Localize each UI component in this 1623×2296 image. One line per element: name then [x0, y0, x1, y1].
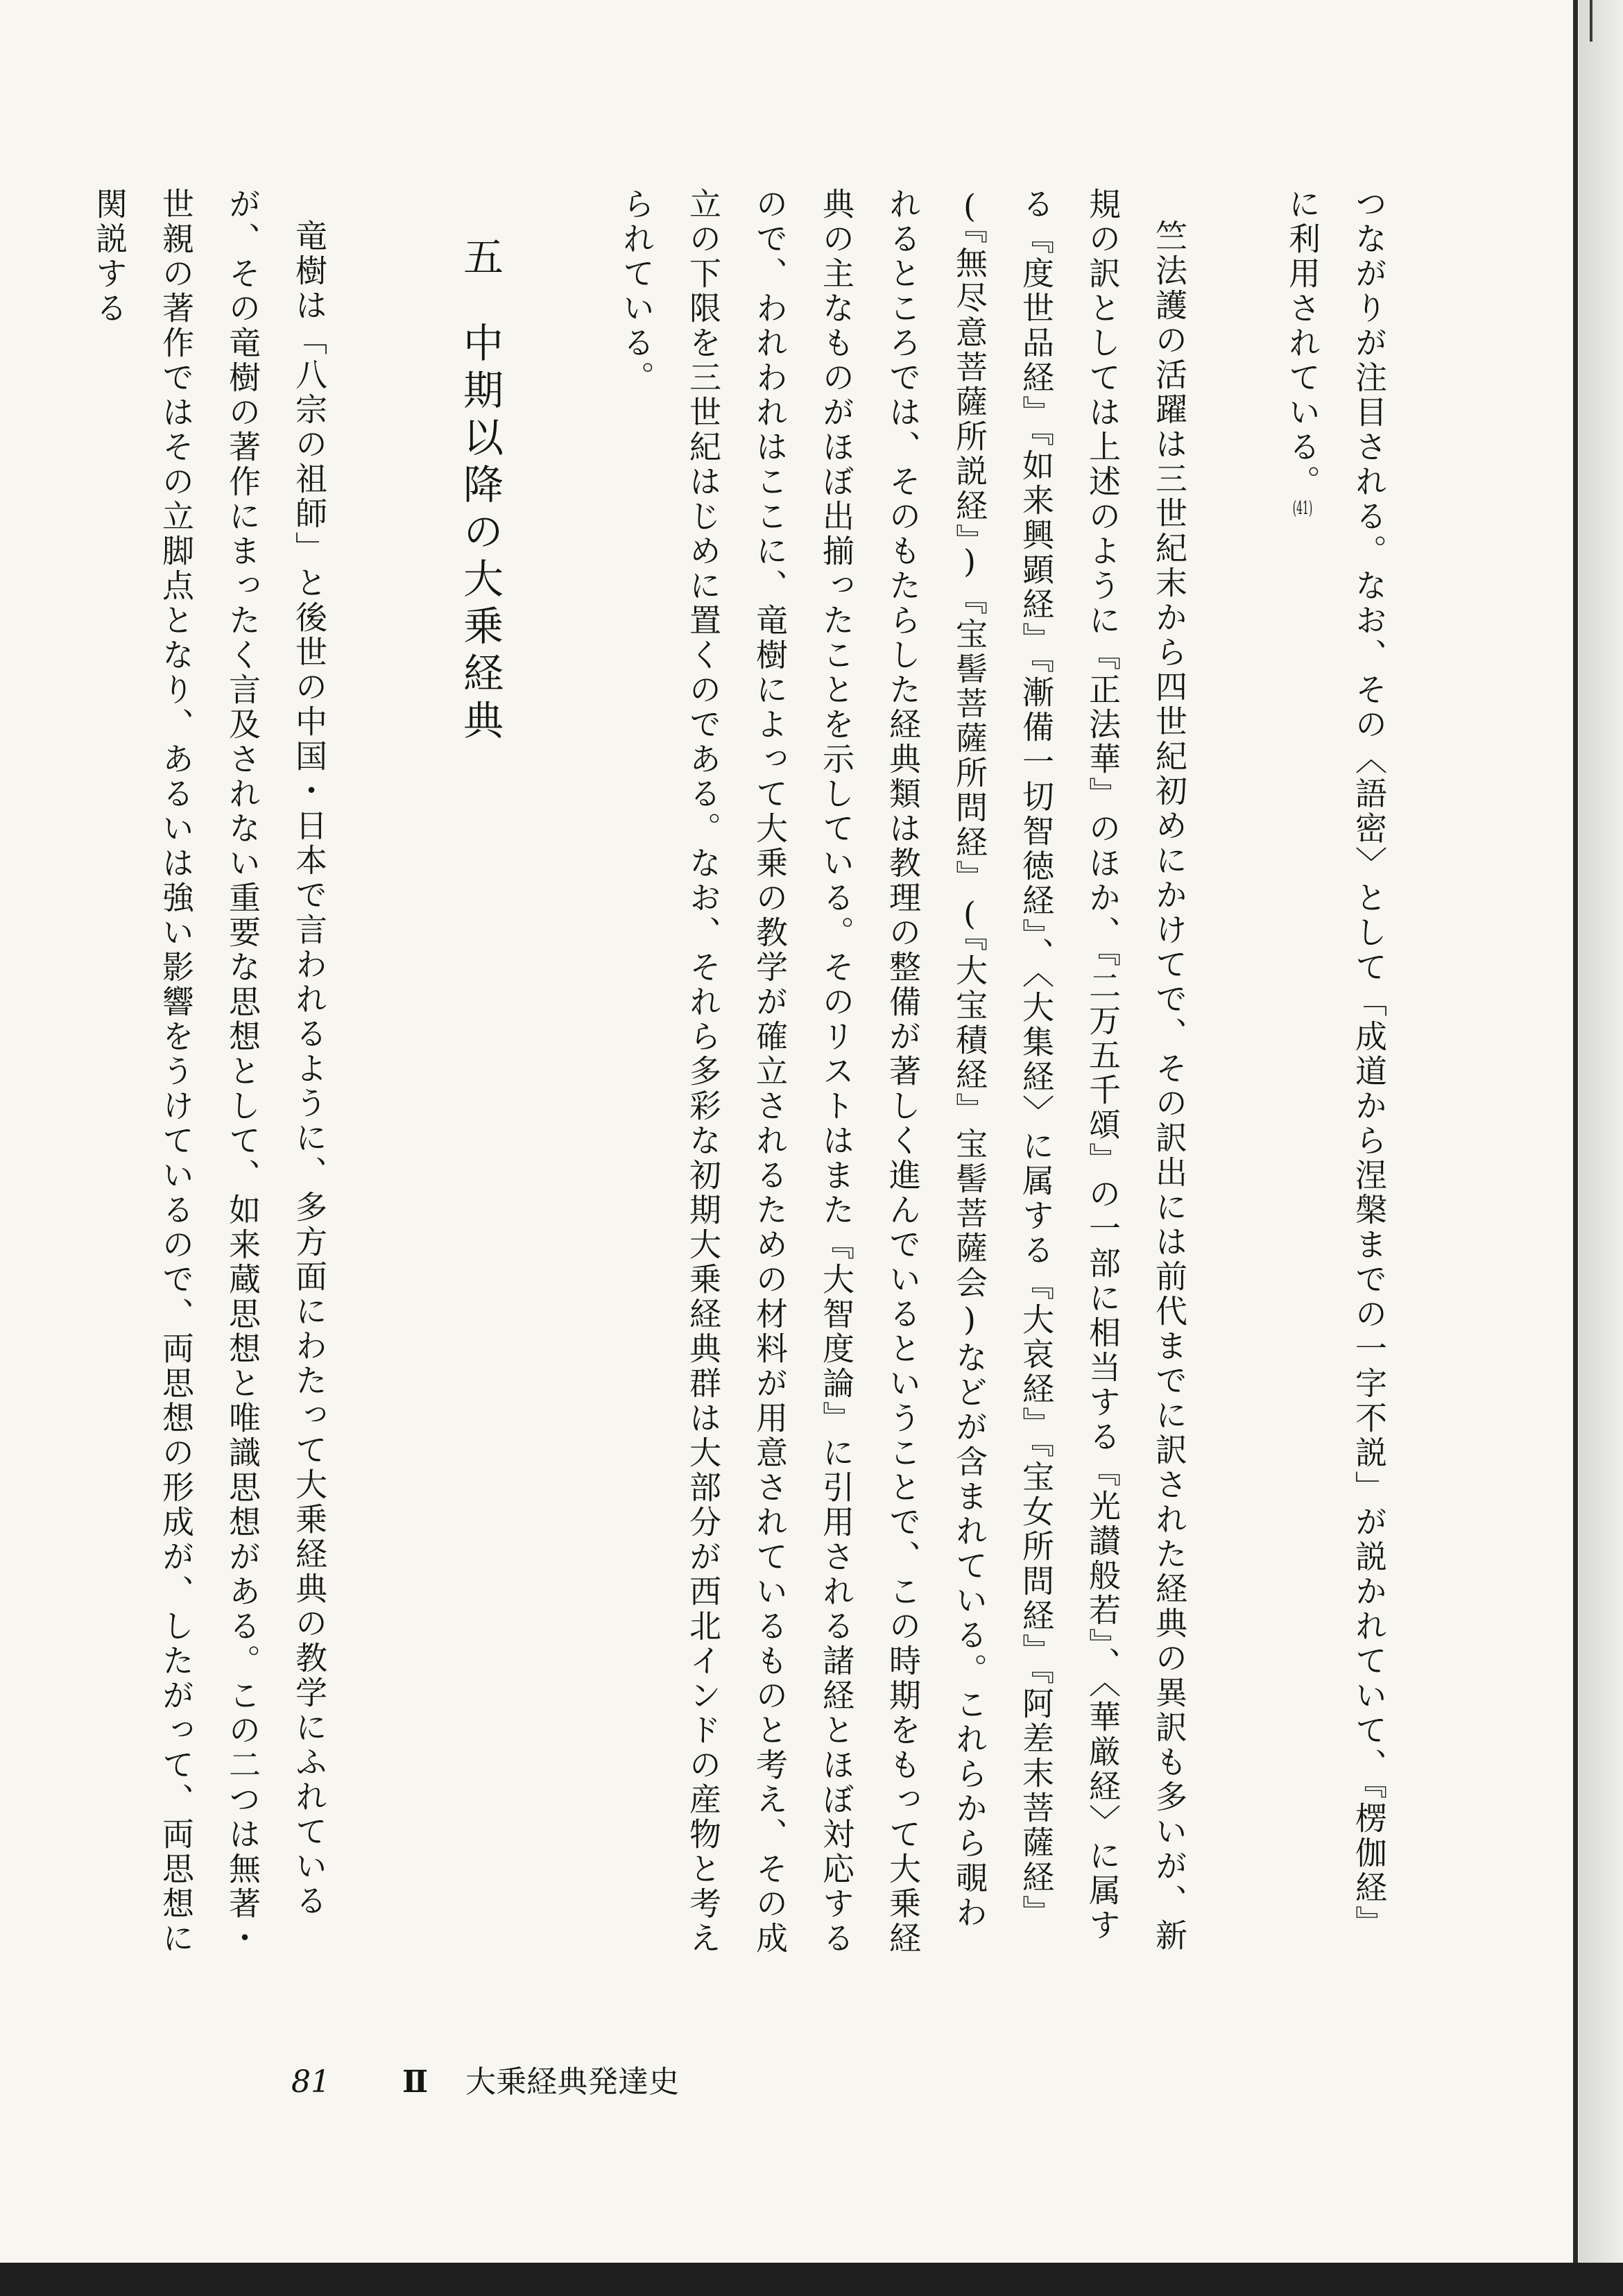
- part-number: Ⅱ: [402, 2064, 429, 2100]
- section-title: 中期以降の大乗経典: [456, 322, 504, 746]
- running-title: 大乗経典発達史: [465, 2064, 680, 2100]
- page-number: 81: [291, 2064, 330, 2100]
- footnote-ref: (41): [1292, 499, 1313, 517]
- scan-bottom-edge: [0, 2263, 1623, 2296]
- paragraph-text: つながりが注目される。なお、その〈語密〉として「成道から涅槃までの一字不説」が説かれていて、『楞伽経』に利用されている。: [1284, 187, 1388, 1940]
- scan-edge-line: [1573, 0, 1578, 2296]
- paragraph-continuation: [1269, 187, 1402, 1963]
- vertical-body-text: [76, 187, 1402, 1963]
- paragraph: 竺法護の活躍は三世紀末から四世紀初めにかけてで、その訳出には前代までに訳された経典の異訳も多いが、新規の訳としては上述のように『正法華』のほか、『二万五千頌』の一部に相当する『光讃般若』、〈華厳経〉に属する『度世品経』『如来興顕経』『漸備一切智徳経』、〈大集経〉に属する『大哀経』『宝女所問経』『阿差末菩薩経』(『無尽意菩薩所説経』)『宝髻菩薩所問経』(『大宝積経』宝髻菩薩会)などが含まれている。これらから覗われるところでは、そのもたらした経典類は教理の整備が著しく進んでいるということで、この時期をもって大乗経典の主なものがほぼ出揃ったことを示している。そのリストはまた『大智度論』に引用される諸経とほぼ対応するので、われわれはここに、竜樹によって大乗の教学が確立されるための材料が用意されているものと考え、その成立の下限を三世紀はじめに置くのである。なお、それら多彩な初期大乗経典群は大部分が西北インドの産物と考えられている。: [618, 187, 1188, 1956]
- scan-edge-shadow: [1579, 0, 1623, 2296]
- paragraph: 竜樹は「八宗の祖師」と後世の中国・日本で言われるように、多方面にわたって大乗経典の教学にふれているが、その竜樹の著作にまったく言及されない重要な思想として、如来蔵思想と唯識思想がある。この二つは無著・世親の著作ではその立脚点となり、あるいは強い影響をうけているので、両思想の形成が、したがって、両思想に関説する: [91, 187, 328, 1956]
- section-number: 五: [456, 236, 504, 283]
- section-heading: [447, 187, 513, 1963]
- running-footer: [291, 2057, 679, 2101]
- scan-edge-mark: [1590, 0, 1592, 42]
